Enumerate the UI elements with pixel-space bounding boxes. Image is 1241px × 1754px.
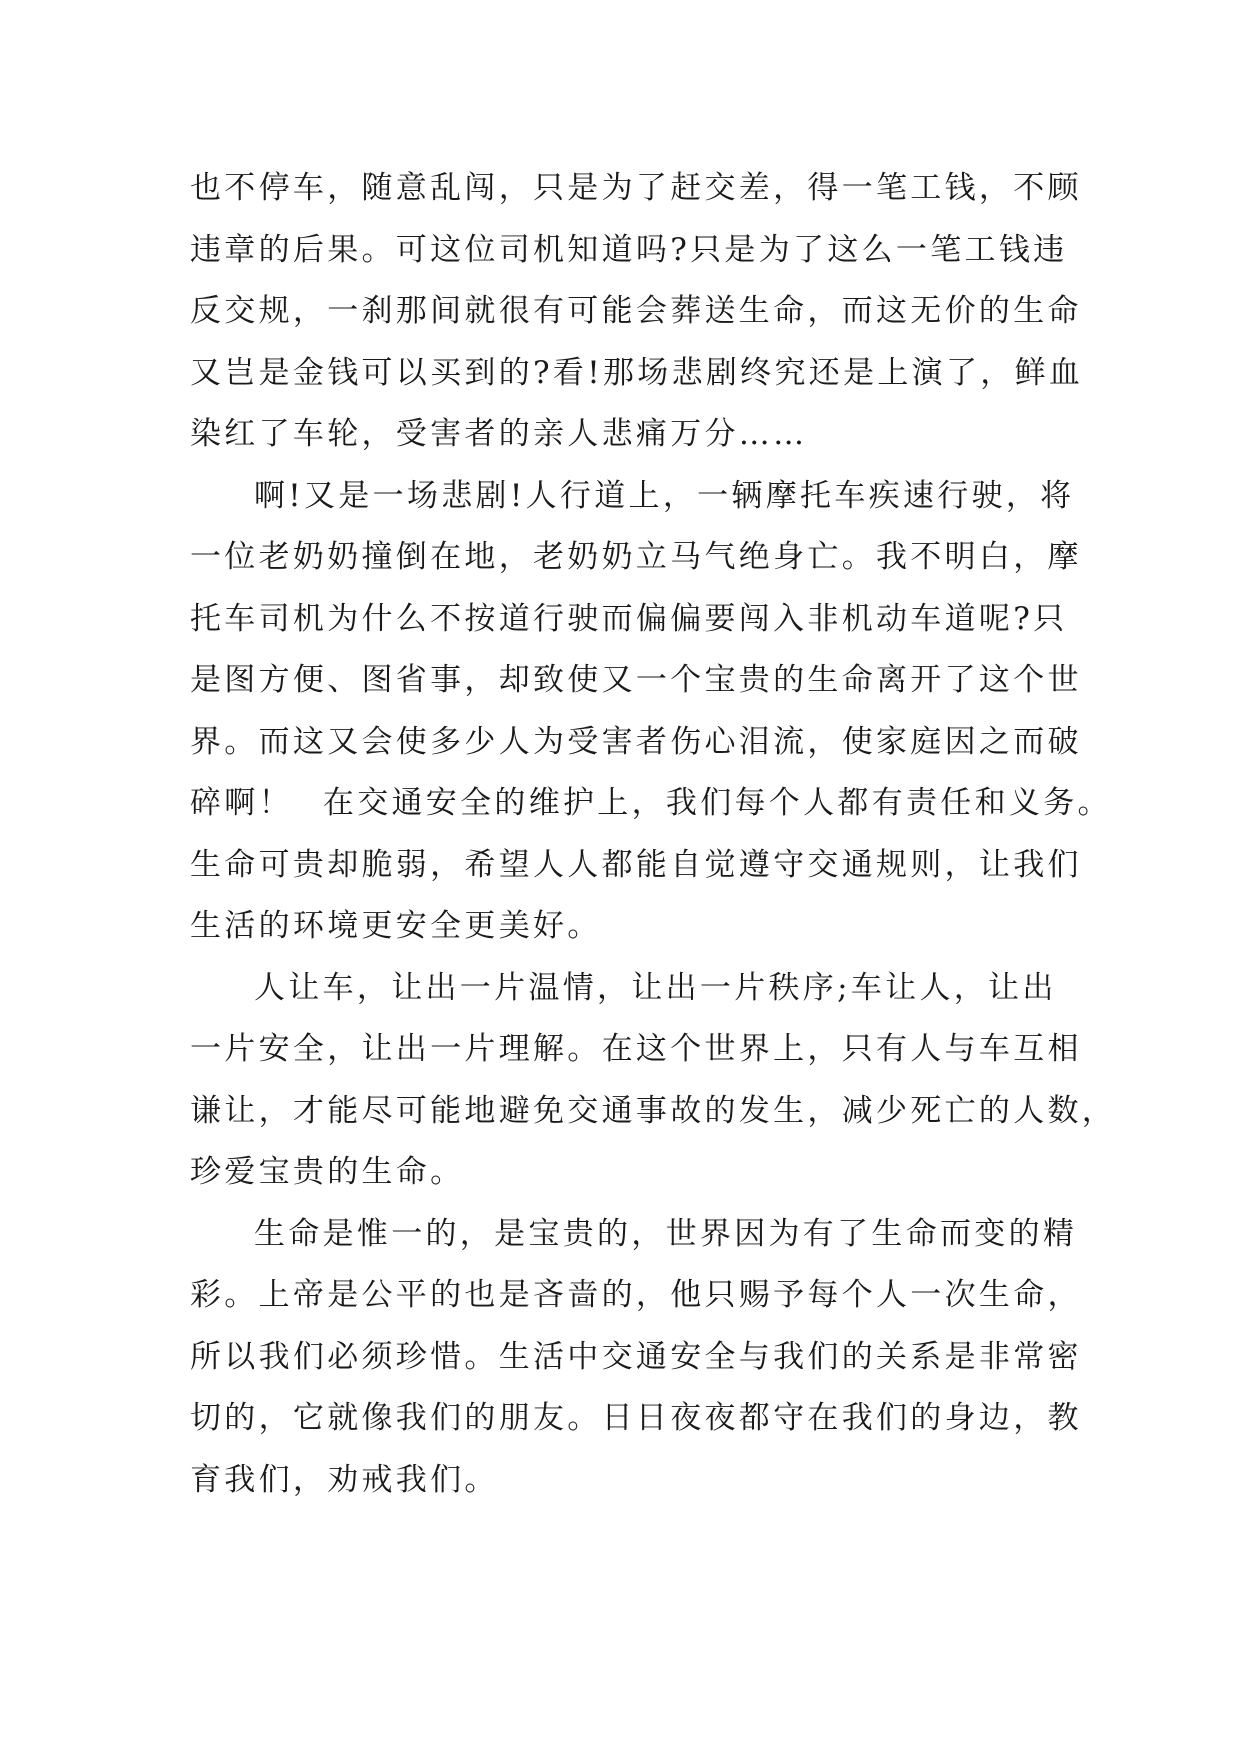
text-line: 一片安全，让出一片理解。在这个世界上，只有人与车互相 bbox=[190, 1031, 1082, 1067]
text-line: 反交规，一刹那间就很有可能会葬送生命，而这无价的生命 bbox=[190, 293, 1082, 329]
text-line: 啊!又是一场悲剧!人行道上，一辆摩托车疾速行驶，将 bbox=[254, 477, 1075, 514]
text-line: 也不停车，随意乱闯，只是为了赶交差，得一笔工钱，不顾 bbox=[190, 170, 1082, 206]
text-line: 界。而这又会使多少人为受害者伤心泪流，使家庭因之而破 bbox=[190, 723, 1082, 760]
text-line: 谦让，才能尽可能地避免交通事故的发生，减少死亡的人数， bbox=[190, 1092, 1117, 1129]
text-line: 人让车，让出一片温情，让出一片秩序;车让人，让出 bbox=[254, 969, 1057, 1006]
text-line-mixed bbox=[190, 773, 1112, 835]
paragraph-3 bbox=[190, 958, 1117, 1204]
text-line: 生命可贵却脆弱，希望人人都能自觉遵守交通规则，让我们 bbox=[190, 846, 1082, 883]
text-line: 珍爱宝贵的生命。 bbox=[190, 1154, 465, 1190]
text-line: 是图方便、图省事，却致使又一个宝贵的生命离开了这个世 bbox=[190, 662, 1082, 698]
text-line: 彩。上帝是公平的也是吝啬的，他只赐予每个人一次生命， bbox=[190, 1277, 1082, 1313]
paragraph-4 bbox=[190, 1204, 1082, 1512]
text-line: 所以我们必须珍惜。生活中交通安全与我们的关系是非常密 bbox=[190, 1338, 1082, 1375]
text-line: 托车司机为什么不按道行驶而偏偏要闯入非机动车道呢?只 bbox=[190, 600, 1068, 637]
text-line: 切的，它就像我们的朋友。日日夜夜都守在我们的身边，教 bbox=[190, 1400, 1082, 1436]
document-body bbox=[190, 158, 1117, 1511]
paragraph-1 bbox=[190, 158, 1084, 466]
text-line: 生命是惟一的，是宝贵的，世界因为有了生命而变的精 bbox=[254, 1215, 1078, 1252]
text-segment: 碎啊！ bbox=[190, 785, 293, 821]
paragraph-2 bbox=[190, 466, 1112, 958]
text-line: 一位老奶奶撞倒在地，老奶奶立马气绝身亡。我不明白，摩 bbox=[190, 539, 1082, 575]
text-line: 育我们，劝戒我们。 bbox=[190, 1461, 499, 1498]
text-line: 生活的环境更安全更美好。 bbox=[190, 908, 602, 944]
text-line: 又岂是金钱可以买到的?看!那场悲剧终究还是上演了，鲜血 bbox=[190, 354, 1084, 391]
text-line: 染红了车轮，受害者的亲人悲痛万分…… bbox=[190, 416, 808, 452]
text-segment: 在交通安全的维护上，我们每个人都有责任和义务。 bbox=[322, 785, 1112, 821]
text-line: 违章的后果。可这位司机知道吗?只是为了这么一笔工钱违 bbox=[190, 231, 1068, 268]
